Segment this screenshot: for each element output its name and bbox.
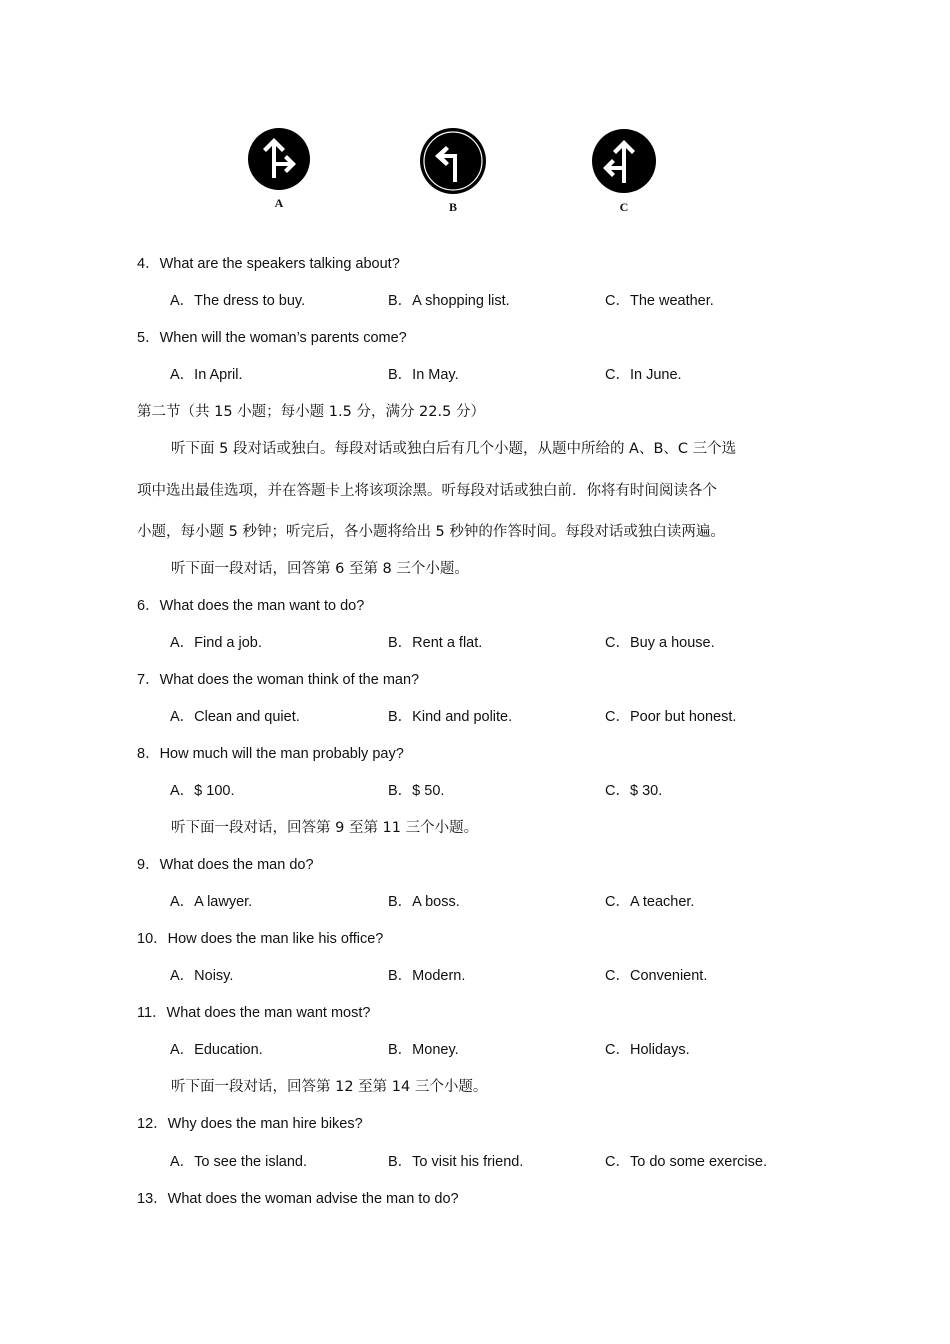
q9-option-a: A．A lawyer. bbox=[170, 894, 253, 910]
q8-option-b: B．$ 50. bbox=[388, 783, 445, 799]
sign-b-label: B bbox=[448, 200, 457, 214]
question-8: 8．How much will the man probably pay? bbox=[137, 746, 404, 762]
straight-and-right-arrow-icon bbox=[246, 126, 312, 192]
instructions-line-2: 项中选出最佳选项，并在答题卡上将该项涂黑。听每段对话或独白前．你将有时间阅读各个 bbox=[137, 483, 717, 499]
question-11: 11．What does the man want most? bbox=[137, 1005, 371, 1021]
q7-option-c: C．Poor but honest. bbox=[605, 709, 737, 725]
dialogue-intro-6-8: 听下面一段对话，回答第 6 至第 8 三个小题。 bbox=[171, 561, 469, 577]
q7-option-a: A．Clean and quiet. bbox=[170, 709, 300, 725]
instructions-line-1: 听下面 5 段对话或独白。每段对话或独白后有几个小题，从题中所给的 A、B、C 三个选 bbox=[171, 441, 737, 457]
q4-option-c: C．The weather. bbox=[605, 293, 714, 309]
q12-option-c: C．To do some exercise. bbox=[605, 1154, 767, 1170]
question-12: 12．Why does the man hire bikes? bbox=[137, 1116, 363, 1132]
dialogue-intro-9-11: 听下面一段对话，回答第 9 至第 11 三个小题。 bbox=[171, 820, 479, 836]
q11-option-c: C．Holidays. bbox=[605, 1042, 690, 1058]
q8-option-c: C．$ 30. bbox=[605, 783, 663, 799]
q5-option-b: B．In May. bbox=[388, 367, 459, 383]
q4-option-b: B．A shopping list. bbox=[388, 293, 510, 309]
q12-option-a: A．To see the island. bbox=[170, 1154, 308, 1170]
q4-option-a: A．The dress to buy. bbox=[170, 293, 306, 309]
question-9: 9．What does the man do? bbox=[137, 857, 314, 873]
q10-option-c: C．Convenient. bbox=[605, 968, 708, 984]
sign-a bbox=[239, 126, 319, 226]
q10-option-a: A．Noisy. bbox=[170, 968, 234, 984]
q10-option-b: B．Modern. bbox=[388, 968, 466, 984]
q7-option-b: B．Kind and polite. bbox=[388, 709, 513, 725]
question-4: 4．What are the speakers talking about? bbox=[137, 256, 400, 272]
q11-option-b: B．Money. bbox=[388, 1042, 459, 1058]
sign-b bbox=[413, 126, 493, 226]
question-7: 7．What does the woman think of the man? bbox=[137, 672, 420, 688]
question-10: 10．How does the man like his office? bbox=[137, 931, 384, 947]
traffic-signs-figure bbox=[0, 126, 950, 226]
q12-option-b: B．To visit his friend. bbox=[388, 1154, 524, 1170]
q6-option-c: C．Buy a house. bbox=[605, 635, 715, 651]
dialogue-intro-12-14: 听下面一段对话，回答第 12 至第 14 三个小题。 bbox=[171, 1079, 488, 1095]
q5-option-a: A．In April. bbox=[170, 367, 243, 383]
q11-option-a: A．Education. bbox=[170, 1042, 263, 1058]
q8-option-a: A．$ 100. bbox=[170, 783, 235, 799]
question-13: 13．What does the woman advise the man to do? bbox=[137, 1191, 459, 1207]
instructions-line-3: 小题，每小题 5 秒钟；听完后，各小题将给出 5 秒钟的作答时间。每段对话或独白读两遍。 bbox=[137, 524, 725, 540]
left-turn-arrow-icon bbox=[418, 126, 488, 196]
q6-option-b: B．Rent a flat. bbox=[388, 635, 483, 651]
sign-c-label: C bbox=[619, 200, 629, 214]
straight-and-left-arrow-icon bbox=[589, 126, 659, 196]
question-5: 5．When will the woman’s parents come? bbox=[137, 330, 407, 346]
q9-option-c: C．A teacher. bbox=[605, 894, 695, 910]
sign-c bbox=[584, 126, 664, 226]
section-heading: 第二节（共 15 小题；每小题 1.5 分，满分 22.5 分） bbox=[137, 404, 485, 420]
question-6: 6．What does the man want to do? bbox=[137, 598, 365, 614]
q6-option-a: A．Find a job. bbox=[170, 635, 262, 651]
q5-option-c: C．In June. bbox=[605, 367, 682, 383]
q9-option-b: B．A boss. bbox=[388, 894, 460, 910]
sign-a-label: A bbox=[274, 196, 284, 210]
